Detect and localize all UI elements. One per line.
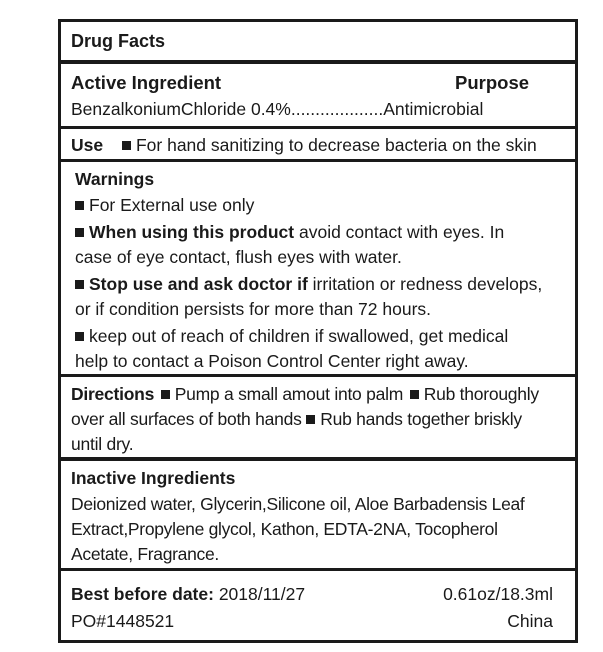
use-text: For hand sanitizing to decrease bacteria on the skin [135,135,537,155]
bullet-icon [161,390,170,399]
bullet-icon [410,390,419,399]
best-before-value: 2018/11/27 [213,584,306,604]
separator-inactive [61,568,575,571]
warning-item-children-cont: help to contact a Poison Control Center right away. [75,351,469,371]
directions-line-1: Directions Pump a small amout into palm Rub thoroughly [71,384,539,404]
use-heading: Use [71,135,104,155]
inactive-heading: Inactive Ingredients [71,468,236,488]
separator-use [61,159,575,162]
purpose-value: Antimicrobial [383,99,484,119]
leader-dots: ................... [290,99,384,119]
purpose-heading: Purpose [455,72,530,93]
warning-item-stop-use: Stop use and ask doctor if irritation or redness develops, [75,272,542,297]
net-size: 0.61oz/18.3ml [443,584,553,604]
warning-item-children: keep out of reach of children if swallowed, get medical [75,324,508,349]
bullet-icon [75,280,84,289]
drug-facts-label [58,19,578,643]
separator-active [61,126,575,129]
warnings-heading: Warnings [75,169,155,189]
po-number: PO#1448521 [71,611,175,631]
directions-heading: Directions [71,384,155,404]
separator-directions [61,457,575,461]
warning-item-when-using: When using this product avoid contact with eyes. In [75,220,504,245]
bullet-icon [306,415,315,424]
warning-item-stop-use-cont: or if condition persists for more than 72 hours. [75,299,432,319]
country-of-origin: China [507,611,553,631]
separator-warnings [61,374,575,377]
best-before [71,582,305,607]
warning-item-external: For External use only [75,193,254,218]
bullet-icon [75,228,84,237]
directions-line-2: over all surfaces of both hands Rub hands together briskly [71,409,522,429]
directions-line-3: until dry. [71,434,134,454]
inactive-line-1: Deionized water, Glycerin,Silicone oil, Aloe Barbadensis Leaf [71,494,525,514]
use-row [71,133,537,158]
best-before-label: Best before date: [71,584,214,604]
page-title: Drug Facts [71,31,166,51]
active-ingredient-row [71,97,483,122]
bullet-icon [122,141,131,150]
separator-header [61,60,575,64]
bullet-icon [75,201,84,210]
warning-item-when-using-cont: case of eye contact, flush eyes with water. [75,247,402,267]
inactive-line-3: Acetate, Fragrance. [71,544,219,564]
inactive-line-2: Extract,Propylene glycol, Kathon, EDTA-2NA, Tocopherol [71,519,498,539]
bullet-icon [75,332,84,341]
active-ingredient-name: BenzalkoniumChloride 0.4% [71,99,291,119]
active-ingredient-heading: Active Ingredient [71,72,222,93]
